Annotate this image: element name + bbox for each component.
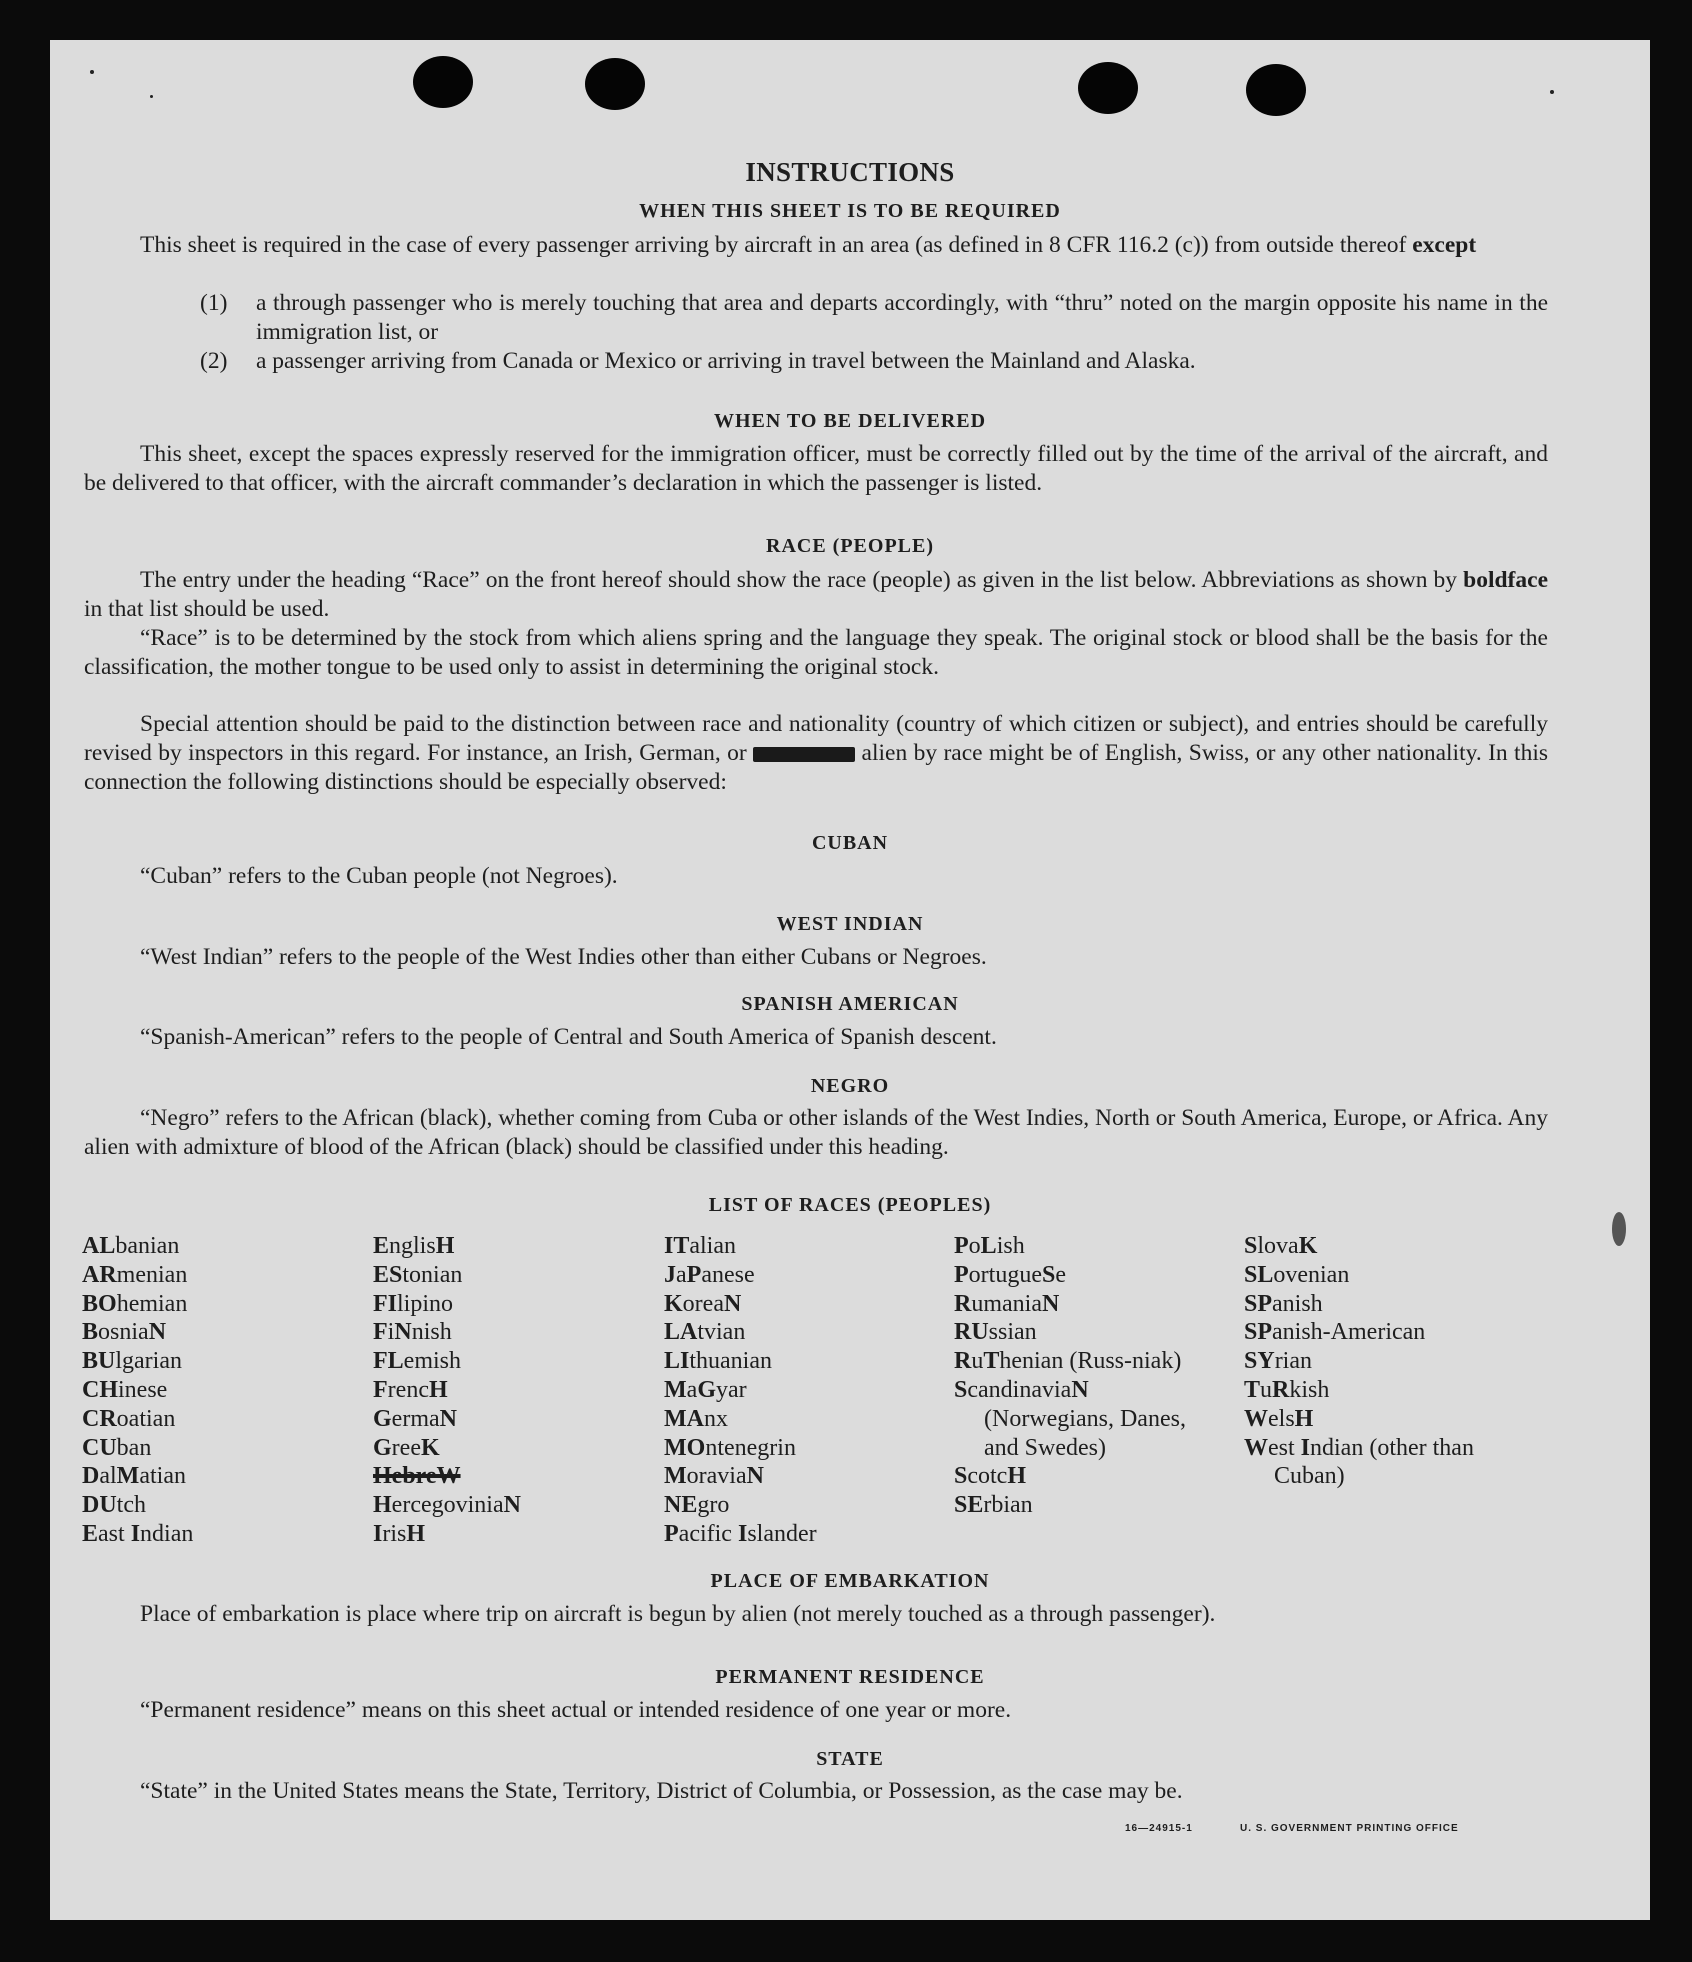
race-abbreviation: S — [1041, 1261, 1056, 1288]
race-text: nish — [411, 1319, 452, 1346]
punch-hole — [413, 56, 473, 108]
race-abbreviation: FI — [373, 1290, 397, 1317]
race-text: u — [971, 1348, 984, 1375]
race-abbreviation: T — [1244, 1376, 1261, 1403]
race-entry — [664, 1434, 934, 1463]
race-abbreviation: H — [1007, 1463, 1027, 1490]
race-entry — [664, 1232, 934, 1261]
race-text: ris — [382, 1520, 407, 1547]
race-text: lova — [1257, 1233, 1299, 1259]
heading-permanent-residence: PERMANENT RESIDENCE — [715, 1666, 985, 1688]
race-text: thuanian — [689, 1348, 772, 1375]
paragraph-embarkation: Place of embarkation is place where trip on aircraft is begun by alien (not merely touched as a through passenger). — [140, 1601, 1216, 1627]
race-entry — [82, 1520, 342, 1549]
race-abbreviation: G — [697, 1376, 716, 1403]
heading-state: STATE — [816, 1748, 884, 1770]
race-entry — [664, 1520, 934, 1549]
race-entry — [1244, 1376, 1544, 1405]
heading-west-indian: WEST INDIAN — [776, 913, 924, 935]
race-text: candinavia — [967, 1376, 1072, 1403]
race-text: atian — [139, 1463, 186, 1490]
race-abbreviation: FL — [373, 1348, 404, 1375]
race-abbreviation: LI — [664, 1348, 690, 1375]
race-abbreviation: SE — [954, 1492, 984, 1519]
race-abbreviation: ES — [373, 1261, 403, 1288]
race-abbreviation: SP — [1244, 1319, 1273, 1346]
race-text: gro — [697, 1492, 730, 1519]
race-text: slander — [747, 1520, 817, 1547]
race-text: umania — [971, 1290, 1042, 1317]
race-text: orea — [682, 1290, 724, 1317]
race-abbreviation: R — [954, 1348, 972, 1375]
race-abbreviation: M — [664, 1376, 687, 1403]
heading-negro: NEGRO — [810, 1075, 890, 1097]
heading-when-delivered: WHEN TO BE DELIVERED — [713, 410, 987, 432]
race-abbreviation: N — [503, 1492, 521, 1519]
race-entry — [373, 1376, 643, 1405]
race-abbreviation: K — [1298, 1233, 1318, 1259]
race-abbreviation: I — [1300, 1434, 1311, 1461]
race-entry — [82, 1405, 342, 1434]
race-abbreviation: LA — [664, 1319, 698, 1346]
race-abbreviation: P — [686, 1261, 702, 1288]
race-text: lgarian — [115, 1348, 182, 1375]
race-abbreviation: RU — [954, 1319, 989, 1346]
race-text: alian — [689, 1233, 736, 1259]
race-entry — [82, 1462, 342, 1491]
race-entry — [373, 1290, 643, 1319]
race-abbreviation: N — [148, 1319, 167, 1346]
redaction-mark — [753, 747, 855, 762]
race-entry — [82, 1261, 342, 1290]
race-text: ndian — [140, 1520, 194, 1547]
race-entry — [373, 1462, 643, 1491]
race-entry — [373, 1491, 643, 1520]
race-entry — [82, 1347, 342, 1376]
race-text: inese — [118, 1376, 168, 1403]
paragraph-special-attention-text-a: Special attention should be paid to the distinction between race and nationality (country of which citizen or subject), and entries should be carefully revised by inspectors in this regard. For instance, an Irish, German, or — [84, 711, 1548, 766]
race-abbreviation: F — [373, 1319, 388, 1346]
paragraph-race-entry-text-a: The entry under the heading “Race” on the front hereof should show the race (people) as given in the list below. Abbreviations as shown by — [140, 567, 1464, 593]
race-text: nx — [703, 1405, 728, 1432]
race-text: henian (Russ-niak) — [999, 1348, 1182, 1375]
race-entry — [1244, 1232, 1544, 1261]
race-entry — [82, 1434, 342, 1463]
race-abbreviation: MA — [664, 1405, 704, 1432]
race-abbreviation: N — [1071, 1376, 1089, 1403]
list-item — [200, 289, 1548, 347]
race-abbreviation: CH — [82, 1376, 118, 1403]
race-text: els — [1268, 1405, 1295, 1432]
race-abbreviation: NE — [664, 1492, 698, 1519]
race-column — [373, 1232, 643, 1549]
race-column — [1244, 1232, 1544, 1491]
race-abbreviation: M — [116, 1463, 140, 1490]
race-abbreviation: E — [82, 1520, 99, 1547]
race-abbreviation: I — [130, 1520, 141, 1547]
race-text: ercegovinia — [391, 1492, 504, 1519]
race-text: banian — [115, 1233, 180, 1259]
race-entry — [1244, 1261, 1544, 1290]
race-abbreviation: R — [954, 1290, 972, 1317]
race-text: menian — [116, 1261, 188, 1288]
list-item-number: (1) — [200, 290, 228, 316]
race-text: rian — [1274, 1348, 1312, 1375]
paragraph-west-indian: “West Indian” refers to the people of the West Indies other than either Cubans or Negroes. — [140, 944, 987, 970]
race-entry — [1244, 1318, 1544, 1347]
paragraph-spanish-american: “Spanish-American” refers to the people of Central and South America of Spanish descent. — [140, 1024, 997, 1050]
race-abbreviation: AR — [82, 1261, 117, 1288]
heading-list-of-races: LIST OF RACES (PEOPLES) — [708, 1194, 992, 1216]
race-entry — [373, 1261, 643, 1290]
race-text: i — [387, 1319, 395, 1346]
race-entry — [1244, 1405, 1544, 1434]
race-abbreviation: H — [428, 1376, 448, 1403]
race-entry — [664, 1491, 934, 1520]
paragraph-required-text: This sheet is required in the case of every passenger arriving by aircraft in an area (as defined in 8 CFR 116.2 (c)) from outside thereof — [140, 232, 1413, 258]
race-entry — [373, 1232, 643, 1261]
scan-speck — [90, 70, 94, 74]
race-entry — [82, 1491, 342, 1520]
race-text: rbian — [983, 1492, 1033, 1519]
punch-hole — [585, 58, 645, 110]
race-entry — [664, 1347, 934, 1376]
race-abbreviation: R — [1272, 1376, 1290, 1403]
paragraph-race-determination: “Race” is to be determined by the stock from which aliens spring and the language they speak. The original stock or blood shall be the basis for the classification, the mother tongue to be used only to assist in determining the original stock. — [84, 625, 1548, 680]
race-text: cotc — [967, 1463, 1008, 1490]
heading-spanish-american: SPANISH AMERICAN — [741, 993, 959, 1015]
race-column — [954, 1232, 1194, 1520]
race-abbreviation: W — [1244, 1434, 1268, 1461]
race-text: e — [1055, 1261, 1066, 1288]
paragraph-required-bold: except — [1412, 232, 1477, 258]
race-text: al — [99, 1463, 117, 1490]
document-page — [50, 40, 1650, 1920]
race-column — [82, 1232, 342, 1549]
race-entry — [664, 1261, 934, 1290]
race-abbreviation: M — [664, 1463, 687, 1490]
race-entry — [373, 1434, 643, 1463]
race-abbreviation: S — [1244, 1233, 1258, 1259]
race-entry — [373, 1520, 643, 1549]
race-text: ree — [391, 1434, 421, 1461]
race-entry — [373, 1405, 643, 1434]
race-text: yar — [715, 1376, 747, 1403]
race-entry — [954, 1491, 1194, 1520]
race-abbreviation: N — [723, 1290, 742, 1317]
race-text: oravia — [686, 1463, 747, 1490]
race-entry — [954, 1290, 1194, 1319]
race-entry — [82, 1376, 342, 1405]
list-item-number: (2) — [200, 348, 228, 374]
race-text: (Norwegians, Danes, and Swedes) — [984, 1405, 1186, 1461]
printer-imprint: U. S. GOVERNMENT PRINTING OFFICE — [1240, 1823, 1459, 1834]
race-text: tvian — [697, 1319, 746, 1346]
race-entry — [1244, 1347, 1544, 1376]
race-abbreviation: N — [1041, 1290, 1060, 1317]
race-abbreviation: S — [954, 1463, 968, 1490]
paragraph-race-entry-bold: boldface — [1463, 567, 1548, 593]
race-entry — [664, 1290, 934, 1319]
race-entry — [1244, 1290, 1544, 1319]
race-text: emish — [403, 1348, 461, 1375]
heading-race: RACE (PEOPLE) — [766, 535, 934, 557]
race-entry — [664, 1462, 934, 1491]
list-item-text: a through passenger who is merely touching that area and departs accordingly, with “thru” noted on the margin opposite his name in the immigration list, or — [256, 290, 1548, 345]
heading-cuban: CUBAN — [811, 832, 889, 854]
race-text: a — [676, 1261, 687, 1288]
race-abbreviation: N — [439, 1405, 457, 1432]
race-text: anish-American — [1272, 1319, 1426, 1346]
race-column — [664, 1232, 934, 1549]
heading-embarkation: PLACE OF EMBARKATION — [710, 1570, 990, 1592]
race-text: ish — [996, 1233, 1025, 1259]
paragraph-cuban: “Cuban” refers to the Cuban people (not Negroes). — [140, 863, 618, 889]
race-entry — [954, 1318, 1194, 1347]
paragraph-special-attention — [84, 710, 1548, 797]
race-abbreviation: N — [394, 1319, 412, 1346]
race-text: hemian — [116, 1290, 188, 1317]
race-abbreviation: S — [954, 1376, 968, 1403]
race-abbreviation: I — [373, 1520, 383, 1547]
race-abbreviation: HebreW — [373, 1463, 461, 1490]
race-text: anese — [701, 1261, 755, 1288]
race-abbreviation: K — [420, 1434, 440, 1461]
scan-speck — [1612, 1212, 1626, 1246]
race-text: ndian (other than Cuban) — [1274, 1434, 1474, 1490]
race-entry — [373, 1318, 643, 1347]
race-abbreviation: G — [373, 1434, 392, 1461]
race-abbreviation: J — [664, 1261, 676, 1288]
race-abbreviation: B — [82, 1319, 99, 1346]
race-abbreviation: BO — [82, 1290, 117, 1317]
race-text: acific — [678, 1520, 738, 1547]
race-abbreviation: L — [980, 1233, 997, 1259]
race-text: tch — [116, 1492, 146, 1519]
page-title: INSTRUCTIONS — [745, 157, 955, 187]
race-abbreviation: P — [954, 1261, 969, 1288]
race-text: ntenegrin — [705, 1434, 796, 1461]
race-abbreviation: I — [737, 1520, 748, 1547]
paragraph-state: “State” in the United States means the State, Territory, District of Columbia, or Possession, as the case may be. — [140, 1778, 1183, 1804]
race-text: ortugue — [968, 1261, 1042, 1288]
race-abbreviation: H — [435, 1233, 455, 1259]
race-text: ban — [116, 1434, 152, 1461]
race-abbreviation: H — [1294, 1405, 1314, 1432]
race-abbreviation: BU — [82, 1348, 116, 1375]
race-text: tonian — [402, 1261, 463, 1288]
punch-hole — [1078, 62, 1138, 114]
race-entry — [82, 1318, 342, 1347]
race-entry — [664, 1405, 934, 1434]
race-abbreviation: SP — [1244, 1290, 1273, 1317]
race-abbreviation: G — [373, 1405, 392, 1432]
race-abbreviation: H — [373, 1492, 392, 1519]
paragraph-special-attention-text-b: alien by race might be of English, Swiss, or any other nationality. In this connection the following distinctions should be especially observed: — [84, 740, 1548, 795]
paragraph-race-entry — [84, 566, 1548, 624]
race-text: kish — [1289, 1376, 1330, 1403]
race-entry — [954, 1376, 1194, 1462]
race-abbreviation: D — [82, 1463, 100, 1490]
race-entry — [1244, 1434, 1544, 1492]
race-abbreviation: T — [983, 1348, 1000, 1375]
race-abbreviation: K — [664, 1290, 683, 1317]
race-abbreviation: MO — [664, 1434, 706, 1461]
race-abbreviation: AL — [82, 1233, 116, 1259]
punch-hole — [1246, 64, 1306, 116]
race-text: osnia — [98, 1319, 149, 1346]
race-text: ast — [98, 1520, 131, 1547]
scan-speck — [1550, 90, 1554, 94]
race-abbreviation: SL — [1244, 1261, 1274, 1288]
race-entry — [664, 1376, 934, 1405]
race-text: ovenian — [1273, 1261, 1350, 1288]
race-text: est — [1268, 1434, 1301, 1461]
race-entry — [954, 1462, 1194, 1491]
race-text: anish — [1272, 1290, 1323, 1317]
scan-speck — [150, 95, 153, 98]
race-entry — [954, 1232, 1194, 1261]
heading-when-required: WHEN THIS SHEET IS TO BE REQUIRED — [639, 200, 1061, 222]
race-abbreviation: P — [664, 1520, 679, 1547]
race-text: lipino — [397, 1290, 454, 1317]
paragraph-delivered: This sheet, except the spaces expressly reserved for the immigration officer, must be correctly filled out by the time of the arrival of the aircraft, and be delivered to that officer, with the aircraft commander’s declaration in which the passenger is listed. — [84, 441, 1548, 496]
form-number: 16—24915-1 — [1125, 1823, 1193, 1834]
race-text: u — [1260, 1376, 1273, 1403]
race-abbreviation: W — [1244, 1405, 1268, 1432]
list-item-text: a passenger arriving from Canada or Mexico or arriving in travel between the Mainland and Alaska. — [256, 348, 1196, 374]
race-entry — [82, 1290, 342, 1319]
race-abbreviation: E — [373, 1233, 390, 1259]
race-text: oatian — [116, 1405, 176, 1432]
race-abbreviation: CU — [82, 1434, 117, 1461]
race-abbreviation: P — [954, 1233, 969, 1259]
race-text: renc — [387, 1376, 429, 1403]
race-text: a — [686, 1376, 698, 1403]
race-abbreviation: DU — [82, 1492, 117, 1519]
race-entry — [954, 1347, 1194, 1376]
paragraph-negro: “Negro” refers to the African (black), whether coming from Cuba or other islands of the West Indies, North or South America, Europe, or Africa. Any alien with admixture of blood of the African (black) should be classified under this heading. — [84, 1105, 1548, 1160]
list-item — [200, 347, 1548, 376]
paragraph-required — [84, 231, 1548, 260]
race-text: ssian — [988, 1319, 1037, 1346]
race-abbreviation: IT — [664, 1233, 690, 1259]
paragraph-race-entry-text-b: in that list should be used. — [84, 596, 330, 622]
race-abbreviation: H — [406, 1520, 426, 1547]
race-entry — [954, 1261, 1194, 1290]
race-abbreviation: CR — [82, 1405, 117, 1432]
paragraph-permanent-residence: “Permanent residence” means on this sheet actual or intended residence of one year or more. — [140, 1697, 1012, 1723]
race-text: o — [968, 1233, 981, 1259]
race-abbreviation: F — [373, 1376, 388, 1403]
race-entry — [664, 1318, 934, 1347]
race-text: nglis — [389, 1233, 436, 1259]
race-entry — [82, 1232, 342, 1261]
race-text: erma — [391, 1405, 440, 1432]
race-abbreviation: N — [746, 1463, 764, 1490]
race-abbreviation: SY — [1244, 1348, 1275, 1375]
race-entry — [373, 1347, 643, 1376]
